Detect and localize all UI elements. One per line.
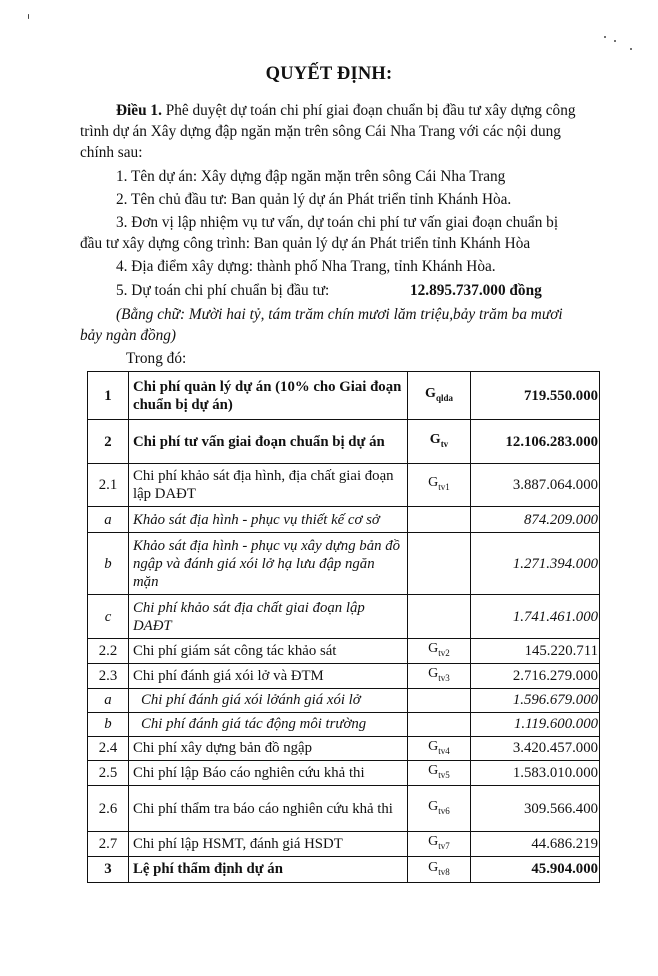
row-number: b [88,533,129,595]
row-number: 1 [88,372,129,420]
symbol-subscript: tv2 [438,647,450,658]
item-3-line-1: 3. Đơn vị lập nhiệm vụ tư vấn, dự toán chi phí tư vấn giai đoạn chuẩn bị [116,214,559,231]
row-number: 2.4 [88,736,129,761]
row-amount: 44.686.219 [471,832,600,857]
row-symbol [408,420,471,464]
row-description: Chi phí thẩm tra báo cáo nghiên cứu khả thi [129,786,408,832]
symbol-letter: G [428,738,439,754]
row-symbol [408,832,471,857]
symbol-letter: G [429,431,441,447]
symbol-letter: G [425,385,436,401]
symbol-subscript: tv6 [438,805,450,816]
symbol-letter: G [428,475,439,491]
row-description: Chi phí giám sát công tác khảo sát [129,639,408,664]
row-amount: 12.106.283.000 [471,420,600,464]
row-number: a [88,507,129,533]
row-number: 2.5 [88,761,129,786]
table-row [88,712,600,736]
scan-speck [28,14,29,19]
symbol-letter: G [428,859,439,875]
row-number: 2.7 [88,832,129,857]
row-amount: 145.220.711 [471,639,600,664]
table-row [88,786,600,832]
symbol-subscript: tv1 [438,481,450,492]
row-symbol [408,663,471,688]
row-amount: 45.904.000 [471,856,600,882]
row-description: Khảo sát địa hình - phục vụ xây dựng bản đồ ngập và đánh giá xói lở hạ lưu đập ngăn mặn [129,533,408,595]
row-amount: 309.566.400 [471,786,600,832]
row-description: Chi phí xây dựng bản đồ ngập [129,736,408,761]
scan-speck [604,36,606,38]
symbol-subscript: qlda [435,392,453,403]
article-text-1: Phê duyệt dự toán chi phí giai đoạn chuẩn bị đầu tư xây dựng công [161,102,576,119]
item-4-location: 4. Địa điểm xây dựng: thành phố Nha Trang, tỉnh Khánh Hòa. [116,258,496,275]
table-row [88,420,600,464]
table-row [88,372,600,420]
symbol-subscript: tv [440,438,449,449]
scan-speck [630,48,632,50]
item-3-line-2: đầu tư xây dựng công trình: Ban quản lý dự án Phát triển tỉnh Khánh Hòa [80,235,531,252]
row-description: Khảo sát địa hình - phục vụ thiết kế cơ sở [129,507,408,533]
item-5-total-value: 12.895.737.000 đồng [410,282,542,299]
symbol-subscript: tv5 [438,770,450,781]
amount-in-words-line-2: bảy ngàn đồng) [80,327,177,344]
row-symbol [408,639,471,664]
row-symbol [408,712,471,736]
symbol-subscript: tv7 [438,840,450,851]
row-number: 2.6 [88,786,129,832]
row-amount: 874.209.000 [471,507,600,533]
row-number: 2.1 [88,464,129,507]
row-symbol [408,786,471,832]
row-number: 2 [88,420,129,464]
symbol-letter: G [428,834,439,850]
row-description: Chi phí tư vấn giai đoạn chuẩn bị dự án [129,420,408,464]
article-1-line-1 [116,100,576,121]
row-amount: 3.420.457.000 [471,736,600,761]
row-amount: 1.741.461.000 [471,595,600,639]
table-row [88,639,600,664]
row-amount: 2.716.279.000 [471,663,600,688]
item-1-project-name: 1. Tên dự án: Xây dựng đập ngăn mặn trên sông Cái Nha Trang [116,168,506,185]
breakdown-intro: Trong đó: [126,350,187,367]
row-number: a [88,688,129,712]
row-description: Chi phí đánh giá xói lởánh giá xói lở [129,688,408,712]
amount-in-words-line-1: (Bằng chữ: Mười hai tỷ, tám trăm chín mươi lăm triệu,bảy trăm ba mươi [116,306,563,323]
row-symbol [408,761,471,786]
budget-table [87,371,600,883]
symbol-letter: G [428,798,439,814]
symbol-subscript: tv4 [438,745,450,756]
row-amount: 1.119.600.000 [471,712,600,736]
table-row [88,464,600,507]
symbol-subscript: tv8 [438,866,450,877]
symbol-letter: G [428,641,439,656]
row-description: Chi phí đánh giá tác động môi trường [129,712,408,736]
row-description: Chi phí khảo sát địa chất giai đoạn lập DAĐT [129,595,408,639]
row-amount: 719.550.000 [471,372,600,420]
row-number: 3 [88,856,129,882]
row-symbol [408,736,471,761]
row-number: b [88,712,129,736]
row-symbol [408,533,471,595]
table-row [88,832,600,857]
row-description: Chi phí lập HSMT, đánh giá HSDT [129,832,408,857]
row-description: Chi phí khảo sát địa hình, địa chất giai đoạn lập DAĐT [129,464,408,507]
row-symbol [408,372,471,420]
row-amount: 3.887.064.000 [471,464,600,507]
row-symbol [408,856,471,882]
table-row [88,533,600,595]
symbol-letter: G [428,763,439,779]
row-number: c [88,595,129,639]
row-number: 2.2 [88,639,129,664]
table-row [88,736,600,761]
article-1-line-3: chính sau: [80,144,143,161]
item-5-label: 5. Dự toán chi phí chuẩn bị đầu tư: [116,282,330,299]
table-row [88,595,600,639]
row-symbol [408,507,471,533]
row-description: Chi phí lập Báo cáo nghiên cứu khả thi [129,761,408,786]
article-label: Điều 1. [116,102,162,119]
row-symbol [408,688,471,712]
table-row [88,688,600,712]
symbol-letter: G [428,665,439,681]
row-symbol [408,464,471,507]
row-description: Lệ phí thẩm định dự án [129,856,408,882]
table-row [88,507,600,533]
table-row [88,761,600,786]
row-amount: 1.583.010.000 [471,761,600,786]
row-description: Chi phí đánh giá xói lở và ĐTM [129,663,408,688]
row-amount: 1.271.394.000 [471,533,600,595]
table-row [88,663,600,688]
document-title: QUYẾT ĐỊNH: [265,64,393,84]
symbol-subscript: tv3 [438,672,450,683]
row-symbol [408,595,471,639]
item-2-investor: 2. Tên chủ đầu tư: Ban quản lý dự án Phát triển tỉnh Khánh Hòa. [116,191,512,208]
row-description: Chi phí quản lý dự án (10% cho Giai đoạn chuẩn bị dự án) [129,372,408,420]
scan-speck [614,40,616,42]
row-amount: 1.596.679.000 [471,688,600,712]
row-number: 2.3 [88,663,129,688]
table-row [88,856,600,882]
article-1-line-2: trình dự án Xây dựng đập ngăn mặn trên sông Cái Nha Trang với các nội dung [80,123,561,140]
